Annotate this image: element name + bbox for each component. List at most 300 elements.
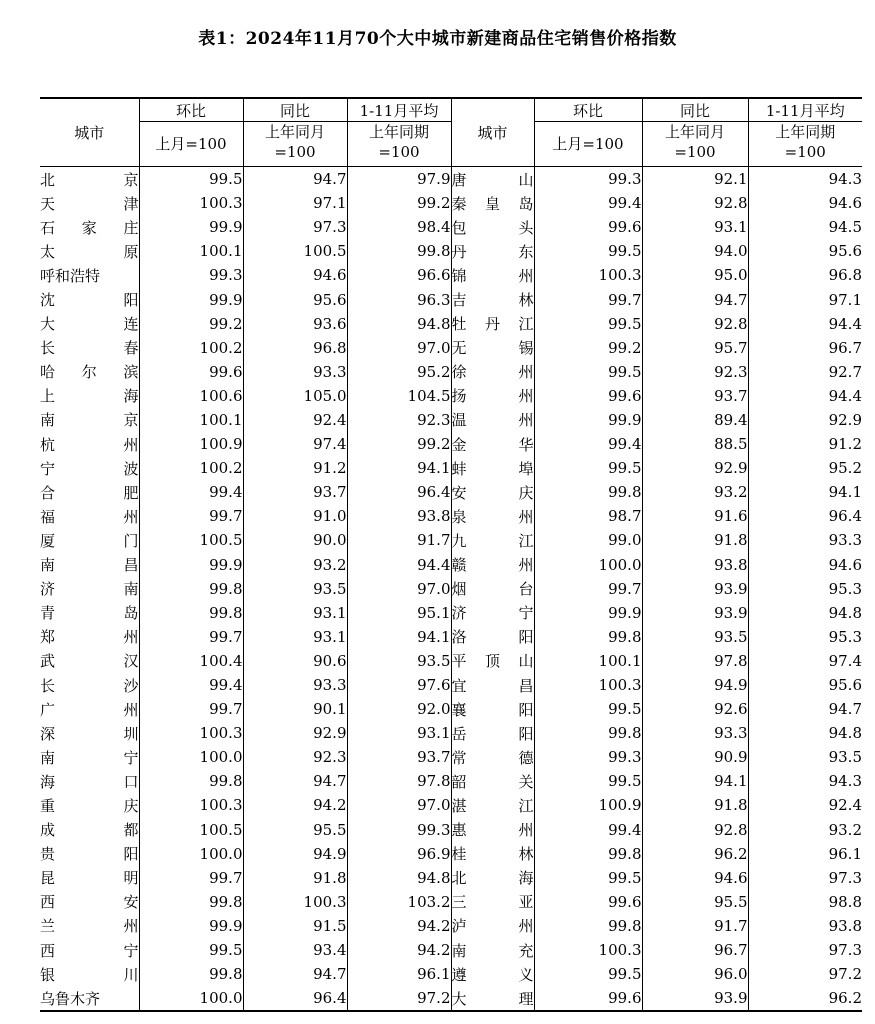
city-name — [452, 409, 534, 430]
city-name-char: 无 — [451, 339, 467, 358]
mom-base-header: 上月=100 — [534, 122, 642, 167]
mom-value: 99.3 — [534, 167, 642, 192]
city-name-char: 京 — [123, 411, 139, 430]
table-row — [40, 721, 862, 745]
city-name-char: 关 — [518, 772, 534, 791]
city-name-char: 安 — [451, 483, 467, 502]
city-name-char: 江 — [518, 796, 534, 815]
avg-value: 94.3 — [748, 167, 862, 192]
city-name-char: 州 — [123, 917, 139, 936]
yoy-header: 同比 — [243, 98, 347, 122]
right-city-cell — [451, 962, 534, 986]
city-name-char: 长 — [40, 339, 56, 358]
city-name-char: 华 — [518, 435, 534, 454]
mom-value: 99.6 — [139, 360, 243, 384]
city-name-char: 襄 — [451, 700, 467, 719]
yoy-value: 97.1 — [243, 191, 347, 215]
mom-value: 99.9 — [534, 408, 642, 432]
yoy-value: 91.0 — [243, 504, 347, 528]
city-name — [40, 699, 139, 720]
left-city-cell — [40, 480, 139, 504]
left-city-cell — [40, 263, 139, 287]
mom-value: 100.6 — [139, 384, 243, 408]
right-city-cell — [451, 167, 534, 192]
yoy-value: 96.8 — [243, 336, 347, 360]
yoy-value: 96.2 — [642, 842, 748, 866]
avg-value: 94.4 — [828, 314, 862, 333]
yoy-value: 96.7 — [642, 938, 748, 962]
city-name — [40, 602, 139, 623]
yoy-value: 95.7 — [642, 336, 748, 360]
yoy-value: 90.9 — [642, 745, 748, 769]
mom-value: 100.3 — [534, 938, 642, 962]
right-city-cell — [451, 408, 534, 432]
city-name — [452, 506, 534, 527]
city-name-char: 昆 — [40, 869, 56, 888]
city-name-char: 太 — [40, 242, 56, 261]
city-name-char: 州 — [518, 917, 534, 936]
city-name — [40, 530, 139, 551]
avg-base-line-2: =100 — [784, 143, 826, 161]
yoy-base-header — [243, 122, 347, 167]
city-name-char: 州 — [518, 387, 534, 406]
city-name-char: 昌 — [518, 676, 534, 695]
left-city-cell — [40, 697, 139, 721]
avg-base-header — [748, 122, 862, 167]
city-name — [40, 578, 139, 599]
table-row — [40, 287, 862, 311]
avg-value: 93.8 — [347, 504, 451, 528]
city-name — [40, 723, 139, 744]
city-name — [40, 891, 139, 912]
left-city-cell — [40, 360, 139, 384]
mom-value: 100.0 — [139, 986, 243, 1011]
city-name-char: 阳 — [123, 291, 139, 310]
yoy-value: 93.9 — [642, 601, 748, 625]
city-name-char: 原 — [123, 242, 139, 261]
city-name-char: 岛 — [518, 194, 534, 213]
city-name-char: 明 — [123, 869, 139, 888]
city-name — [40, 771, 139, 792]
city-name-char: 德 — [518, 748, 534, 767]
city-name-char: 天 — [40, 194, 56, 213]
city-name — [452, 940, 534, 961]
city-name-char: 州 — [123, 435, 139, 454]
city-name — [40, 940, 139, 961]
avg-header: 1-11月平均 — [347, 98, 451, 122]
yoy-value: 91.8 — [642, 528, 748, 552]
mom-value: 99.5 — [139, 167, 243, 192]
yoy-value: 91.2 — [243, 456, 347, 480]
table-row — [40, 577, 862, 601]
mom-value: 99.2 — [139, 312, 243, 336]
right-city-cell — [451, 215, 534, 239]
table-row — [40, 336, 862, 360]
city-name — [452, 313, 534, 334]
left-city-cell — [40, 504, 139, 528]
left-city-cell — [40, 673, 139, 697]
city-name-char: 都 — [123, 821, 139, 840]
yoy-value: 97.4 — [243, 432, 347, 456]
city-name — [452, 289, 534, 310]
price-index-table — [40, 97, 862, 1012]
mom-value: 100.3 — [534, 673, 642, 697]
city-name — [452, 867, 534, 888]
city-name-char: 江 — [518, 531, 534, 550]
mom-value: 100.0 — [139, 745, 243, 769]
yoy-value: 93.2 — [243, 553, 347, 577]
city-name — [452, 458, 534, 479]
yoy-value: 93.3 — [243, 360, 347, 384]
city-name-char: 南 — [451, 941, 467, 960]
right-city-cell — [451, 456, 534, 480]
city-name — [40, 313, 139, 334]
avg-value: 94.1 — [347, 456, 451, 480]
city-name-char: 沙 — [123, 676, 139, 695]
avg-value: 96.9 — [347, 842, 451, 866]
header-row-1 — [40, 98, 862, 122]
city-name — [452, 819, 534, 840]
right-city-cell — [451, 360, 534, 384]
city-name-char: 遵 — [451, 965, 467, 984]
yoy-header: 同比 — [642, 98, 748, 122]
left-city-cell — [40, 384, 139, 408]
mom-value: 99.6 — [534, 890, 642, 914]
avg-value: 97.3 — [828, 941, 862, 960]
city-name-char: 阳 — [123, 845, 139, 864]
city-name-char: 扬 — [451, 387, 467, 406]
city-name-char: 济 — [40, 580, 56, 599]
city-name-char: 南 — [123, 580, 139, 599]
yoy-value: 100.5 — [243, 239, 347, 263]
avg-value: 91.7 — [347, 528, 451, 552]
avg-value: 96.1 — [347, 962, 451, 986]
left-city-cell — [40, 456, 139, 480]
city-name-char: 东 — [518, 242, 534, 261]
mom-value: 99.4 — [139, 673, 243, 697]
table-row — [40, 962, 862, 986]
city-name — [452, 385, 534, 406]
left-city-cell — [40, 745, 139, 769]
city-name-char: 山 — [518, 652, 534, 671]
mom-value: 99.6 — [534, 384, 642, 408]
yoy-value: 93.5 — [243, 577, 347, 601]
city-name — [40, 385, 139, 406]
city-column-header: 城市 — [451, 98, 534, 167]
mom-value: 99.8 — [534, 721, 642, 745]
city-name-char: 州 — [518, 411, 534, 430]
right-city-cell — [451, 577, 534, 601]
city-name-char: 顶 — [484, 652, 500, 671]
yoy-value: 95.6 — [243, 287, 347, 311]
avg-value: 93.5 — [828, 748, 862, 767]
mom-value: 99.9 — [534, 601, 642, 625]
city-name-char: 锡 — [518, 339, 534, 358]
city-name — [452, 554, 534, 575]
city-name-char: 呼和浩特 — [40, 266, 101, 285]
mom-value: 99.2 — [534, 336, 642, 360]
right-city-cell — [451, 432, 534, 456]
avg-value: 93.1 — [347, 721, 451, 745]
avg-value: 97.4 — [828, 651, 862, 670]
left-city-cell — [40, 866, 139, 890]
city-name — [452, 795, 534, 816]
city-name — [40, 506, 139, 527]
city-name-char: 青 — [40, 604, 56, 623]
right-city-cell — [451, 673, 534, 697]
mom-value: 99.7 — [534, 287, 642, 311]
left-city-cell — [40, 312, 139, 336]
avg-value: 93.8 — [828, 916, 862, 935]
mom-value: 99.7 — [534, 577, 642, 601]
table-row — [40, 914, 862, 938]
city-name — [452, 915, 534, 936]
avg-value: 96.4 — [347, 480, 451, 504]
yoy-value: 95.0 — [642, 263, 748, 287]
city-name-char: 尔 — [81, 363, 97, 382]
yoy-value: 92.9 — [243, 721, 347, 745]
city-name-char: 南 — [40, 748, 56, 767]
yoy-value: 91.5 — [243, 914, 347, 938]
city-name-char: 口 — [123, 772, 139, 791]
city-name-char: 庆 — [518, 483, 534, 502]
avg-value: 96.6 — [347, 263, 451, 287]
avg-value: 98.8 — [828, 892, 862, 911]
mom-value: 100.9 — [534, 793, 642, 817]
yoy-value: 93.6 — [243, 312, 347, 336]
yoy-value: 93.9 — [642, 577, 748, 601]
mom-value: 100.9 — [139, 432, 243, 456]
right-city-cell — [451, 336, 534, 360]
yoy-value: 89.4 — [642, 408, 748, 432]
yoy-value: 90.6 — [243, 649, 347, 673]
city-name-char: 西 — [40, 893, 56, 912]
mom-value: 99.5 — [534, 769, 642, 793]
right-city-cell — [451, 191, 534, 215]
mom-value: 99.5 — [534, 697, 642, 721]
city-name-char: 安 — [123, 893, 139, 912]
right-city-cell — [451, 239, 534, 263]
yoy-value: 92.8 — [642, 312, 748, 336]
mom-value: 99.8 — [139, 962, 243, 986]
city-name-char: 哈 — [40, 363, 56, 382]
city-name — [452, 771, 534, 792]
mom-value: 100.2 — [139, 336, 243, 360]
city-name-char: 春 — [123, 339, 139, 358]
city-name-char: 合 — [40, 483, 56, 502]
city-name-char: 肥 — [123, 483, 139, 502]
city-name-char: 阳 — [518, 628, 534, 647]
city-name — [40, 241, 139, 262]
table-row — [40, 312, 862, 336]
mom-value: 100.1 — [139, 239, 243, 263]
city-name-char: 宁 — [40, 459, 56, 478]
city-name — [40, 169, 139, 190]
yoy-value: 94.2 — [243, 793, 347, 817]
table-row — [40, 263, 862, 287]
city-name — [452, 747, 534, 768]
table-row — [40, 456, 862, 480]
table-row — [40, 360, 862, 384]
mom-value: 99.7 — [139, 866, 243, 890]
yoy-base-line-1: 上年同月 — [664, 123, 725, 141]
city-name — [40, 650, 139, 671]
city-name-char: 桂 — [451, 845, 467, 864]
mom-value: 100.5 — [139, 528, 243, 552]
yoy-value: 92.3 — [243, 745, 347, 769]
yoy-value: 93.7 — [243, 480, 347, 504]
city-name-char: 泉 — [451, 507, 467, 526]
city-name — [40, 482, 139, 503]
avg-value: 93.5 — [347, 649, 451, 673]
city-name-char: 大 — [40, 315, 56, 334]
city-name-char: 京 — [123, 170, 139, 189]
city-name — [452, 675, 534, 696]
yoy-value: 105.0 — [243, 384, 347, 408]
city-column-header: 城市 — [40, 98, 139, 167]
table-row — [40, 649, 862, 673]
city-name — [452, 988, 534, 1009]
mom-value: 100.5 — [139, 818, 243, 842]
city-name-char: 贵 — [40, 845, 56, 864]
city-name-char: 洛 — [451, 628, 467, 647]
city-name-char: 义 — [518, 965, 534, 984]
city-name-char: 州 — [518, 556, 534, 575]
city-name-char: 林 — [518, 291, 534, 310]
table-row — [40, 625, 862, 649]
city-name-char: 家 — [81, 218, 97, 237]
mom-value: 99.5 — [139, 938, 243, 962]
left-city-cell — [40, 842, 139, 866]
city-name-char: 岳 — [451, 724, 467, 743]
mom-value: 99.6 — [534, 986, 642, 1011]
mom-value: 100.4 — [139, 649, 243, 673]
avg-value: 95.3 — [828, 627, 862, 646]
city-name-char: 南 — [40, 556, 56, 575]
mom-value: 99.8 — [534, 625, 642, 649]
city-name — [452, 843, 534, 864]
city-name-char: 上 — [40, 387, 56, 406]
avg-value: 94.3 — [828, 772, 862, 791]
city-name — [40, 409, 139, 430]
left-city-cell — [40, 914, 139, 938]
yoy-value: 93.8 — [642, 553, 748, 577]
table-row — [40, 986, 862, 1011]
right-city-cell — [451, 842, 534, 866]
avg-value: 93.2 — [828, 820, 862, 839]
right-city-cell — [451, 986, 534, 1011]
yoy-value: 93.4 — [243, 938, 347, 962]
city-name-char: 惠 — [451, 821, 467, 840]
avg-value: 95.3 — [828, 579, 862, 598]
city-name-char: 宁 — [123, 941, 139, 960]
avg-value: 92.9 — [828, 410, 862, 429]
mom-value: 99.3 — [139, 263, 243, 287]
mom-value: 99.4 — [534, 432, 642, 456]
yoy-value: 95.5 — [243, 818, 347, 842]
right-city-cell — [451, 625, 534, 649]
yoy-value: 94.6 — [243, 263, 347, 287]
mom-value: 99.4 — [534, 191, 642, 215]
avg-value: 94.2 — [347, 914, 451, 938]
city-name-char: 庆 — [123, 796, 139, 815]
table-row — [40, 432, 862, 456]
avg-value: 96.4 — [828, 507, 862, 526]
yoy-value: 92.6 — [642, 697, 748, 721]
left-city-cell — [40, 287, 139, 311]
left-city-cell — [40, 625, 139, 649]
avg-value: 99.2 — [347, 432, 451, 456]
yoy-value: 92.4 — [243, 408, 347, 432]
yoy-value: 91.8 — [243, 866, 347, 890]
city-name-char: 阳 — [518, 724, 534, 743]
table-row — [40, 528, 862, 552]
yoy-base-line-2: =100 — [674, 143, 716, 161]
avg-value: 97.0 — [347, 577, 451, 601]
city-name — [452, 530, 534, 551]
yoy-value: 93.1 — [243, 601, 347, 625]
city-name — [452, 602, 534, 623]
city-name-char: 州 — [518, 507, 534, 526]
right-city-cell — [451, 312, 534, 336]
yoy-base-header — [642, 122, 748, 167]
mom-value: 100.1 — [534, 649, 642, 673]
mom-value: 99.5 — [534, 456, 642, 480]
city-name-char: 杭 — [40, 435, 56, 454]
mom-value: 100.3 — [139, 191, 243, 215]
table-row — [40, 167, 862, 192]
left-city-cell — [40, 577, 139, 601]
right-city-cell — [451, 504, 534, 528]
avg-value: 94.1 — [347, 625, 451, 649]
avg-value: 94.7 — [828, 700, 862, 719]
city-name — [40, 265, 139, 286]
avg-value: 94.4 — [347, 553, 451, 577]
left-city-cell — [40, 890, 139, 914]
city-name-char: 常 — [451, 748, 467, 767]
yoy-value: 91.7 — [642, 914, 748, 938]
right-city-cell — [451, 769, 534, 793]
avg-value: 93.3 — [828, 531, 862, 550]
city-name-char: 台 — [518, 580, 534, 599]
right-city-cell — [451, 528, 534, 552]
city-name — [452, 964, 534, 985]
left-city-cell — [40, 528, 139, 552]
city-name — [452, 361, 534, 382]
city-name-char: 兰 — [40, 917, 56, 936]
city-name-char: 泸 — [451, 917, 467, 936]
left-city-cell — [40, 986, 139, 1011]
right-city-cell — [451, 263, 534, 287]
mom-value: 99.5 — [534, 312, 642, 336]
yoy-value: 94.1 — [642, 769, 748, 793]
left-city-cell — [40, 962, 139, 986]
table-row — [40, 938, 862, 962]
city-name — [40, 819, 139, 840]
mom-value: 99.7 — [139, 504, 243, 528]
right-city-cell — [451, 553, 534, 577]
yoy-value: 94.6 — [642, 866, 748, 890]
right-city-cell — [451, 938, 534, 962]
mom-value: 99.5 — [534, 962, 642, 986]
city-name-char: 厦 — [40, 531, 56, 550]
avg-value: 99.8 — [347, 239, 451, 263]
city-name-char: 福 — [40, 507, 56, 526]
city-name-char: 南 — [40, 411, 56, 430]
right-city-cell — [451, 745, 534, 769]
mom-value: 99.8 — [534, 914, 642, 938]
table-row — [40, 769, 862, 793]
